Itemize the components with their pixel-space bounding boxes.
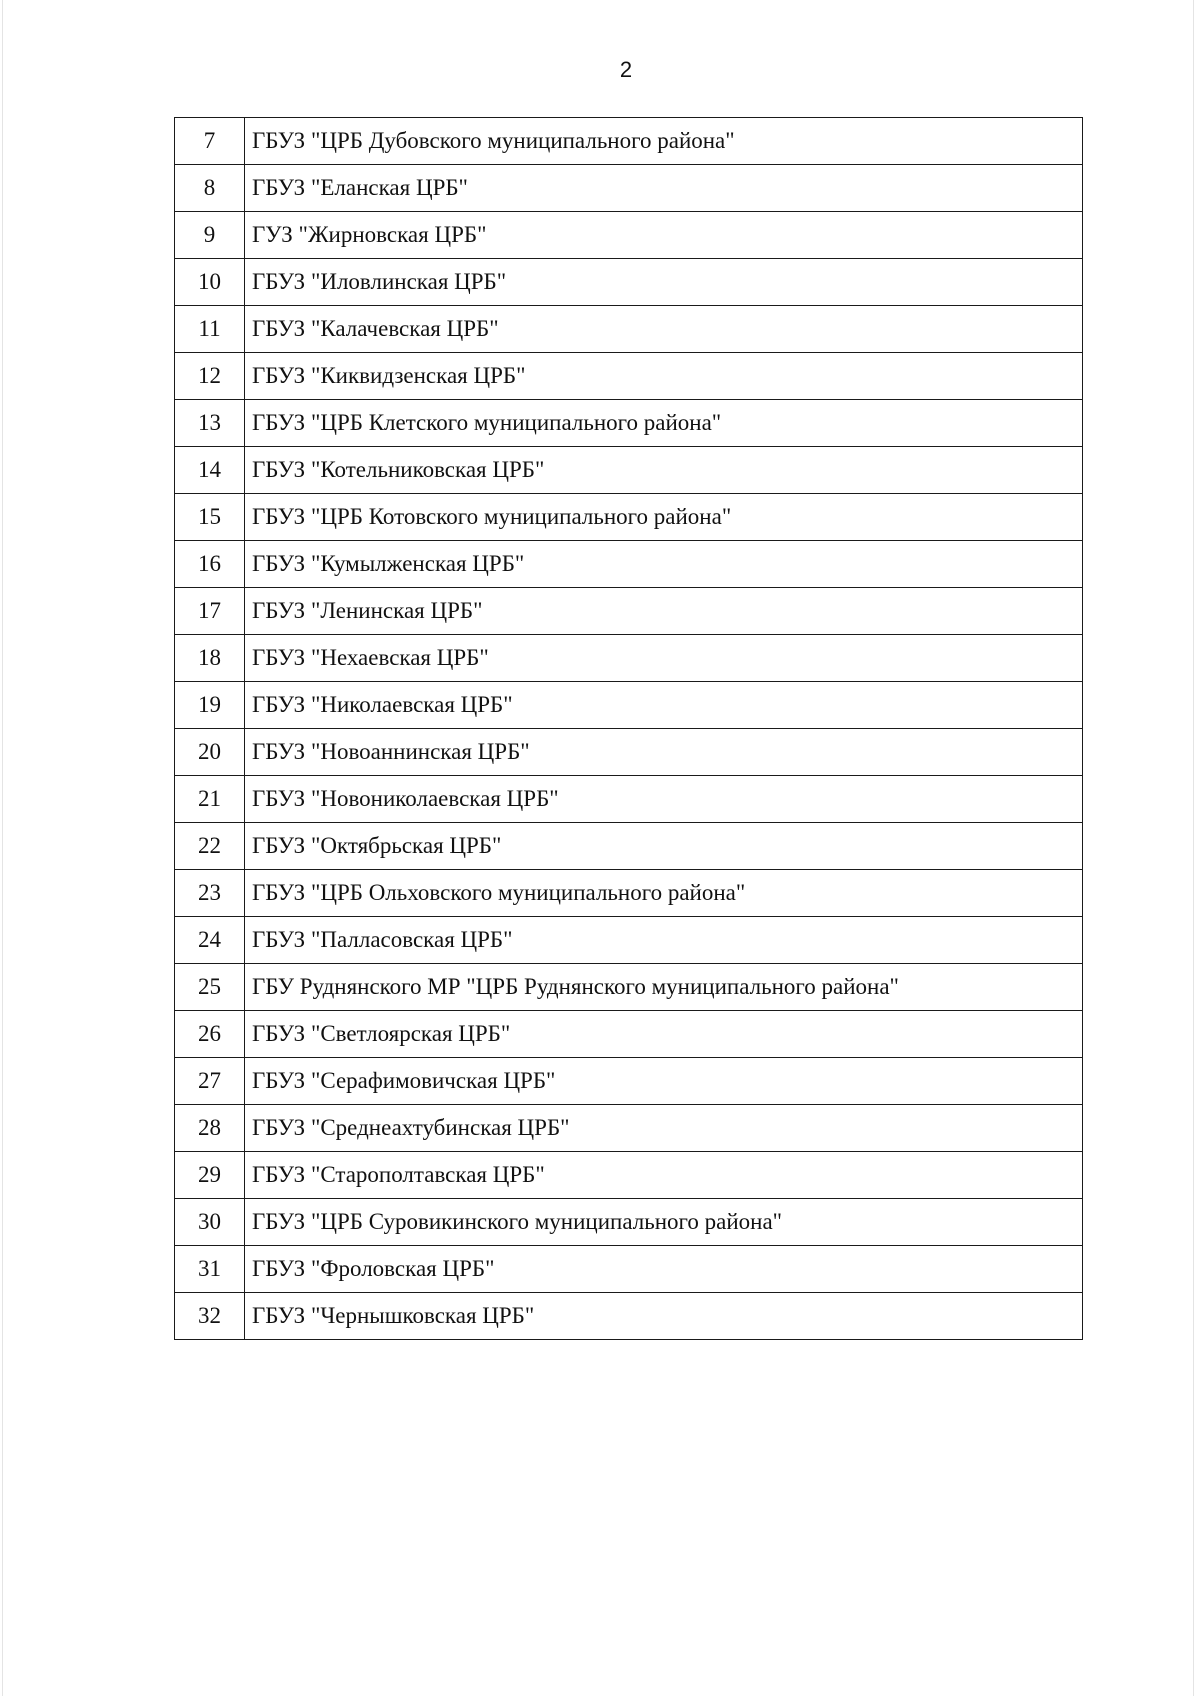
row-number: 24 xyxy=(175,917,245,964)
institution-name: ГУЗ "Жирновская ЦРБ" xyxy=(245,212,1083,259)
row-number: 18 xyxy=(175,635,245,682)
table-row xyxy=(175,1105,1083,1152)
institution-name: ГБУЗ "Чернышковская ЦРБ" xyxy=(245,1293,1083,1340)
institutions-table xyxy=(174,117,1083,1340)
scan-edge-left xyxy=(2,0,3,1696)
institution-name: ГБУЗ "ЦРБ Котовского муниципального района" xyxy=(245,494,1083,541)
institution-name: ГБУ Руднянского МР "ЦРБ Руднянского муниципального района" xyxy=(245,964,1083,1011)
institution-name: ГБУЗ "Старополтавская ЦРБ" xyxy=(245,1152,1083,1199)
table-row xyxy=(175,118,1083,165)
table-row xyxy=(175,259,1083,306)
table-row xyxy=(175,729,1083,776)
table-row xyxy=(175,165,1083,212)
table-row xyxy=(175,1011,1083,1058)
table-row xyxy=(175,964,1083,1011)
institution-name: ГБУЗ "ЦРБ Суровикинского муниципального района" xyxy=(245,1199,1083,1246)
row-number: 19 xyxy=(175,682,245,729)
institution-name: ГБУЗ "Палласовская ЦРБ" xyxy=(245,917,1083,964)
institution-name: ГБУЗ "Калачевская ЦРБ" xyxy=(245,306,1083,353)
table-row xyxy=(175,353,1083,400)
row-number: 20 xyxy=(175,729,245,776)
row-number: 27 xyxy=(175,1058,245,1105)
row-number: 14 xyxy=(175,447,245,494)
table-row xyxy=(175,306,1083,353)
table-row xyxy=(175,588,1083,635)
row-number: 11 xyxy=(175,306,245,353)
institution-name: ГБУЗ "Серафимовичская ЦРБ" xyxy=(245,1058,1083,1105)
table-row xyxy=(175,917,1083,964)
institution-name: ГБУЗ "Октябрьская ЦРБ" xyxy=(245,823,1083,870)
row-number: 23 xyxy=(175,870,245,917)
table-row xyxy=(175,1246,1083,1293)
institution-name: ГБУЗ "Ленинская ЦРБ" xyxy=(245,588,1083,635)
institution-name: ГБУЗ "Кумылженская ЦРБ" xyxy=(245,541,1083,588)
institution-name: ГБУЗ "Фроловская ЦРБ" xyxy=(245,1246,1083,1293)
table-row xyxy=(175,494,1083,541)
table-row xyxy=(175,1293,1083,1340)
institution-name: ГБУЗ "ЦРБ Клетского муниципального района" xyxy=(245,400,1083,447)
institution-name: ГБУЗ "Среднеахтубинская ЦРБ" xyxy=(245,1105,1083,1152)
row-number: 22 xyxy=(175,823,245,870)
table-row xyxy=(175,823,1083,870)
table-row xyxy=(175,1152,1083,1199)
row-number: 13 xyxy=(175,400,245,447)
table-row xyxy=(175,447,1083,494)
institution-name: ГБУЗ "Новониколаевская ЦРБ" xyxy=(245,776,1083,823)
row-number: 9 xyxy=(175,212,245,259)
institution-name: ГБУЗ "Николаевская ЦРБ" xyxy=(245,682,1083,729)
row-number: 30 xyxy=(175,1199,245,1246)
table-row xyxy=(175,212,1083,259)
institution-name: ГБУЗ "Котельниковская ЦРБ" xyxy=(245,447,1083,494)
row-number: 16 xyxy=(175,541,245,588)
table-row xyxy=(175,1199,1083,1246)
institution-name: ГБУЗ "Новоаннинская ЦРБ" xyxy=(245,729,1083,776)
row-number: 7 xyxy=(175,118,245,165)
institution-name: ГБУЗ "Нехаевская ЦРБ" xyxy=(245,635,1083,682)
scan-edge-right xyxy=(1193,0,1194,1696)
page-number: 2 xyxy=(619,57,633,82)
row-number: 10 xyxy=(175,259,245,306)
row-number: 26 xyxy=(175,1011,245,1058)
table-row xyxy=(175,635,1083,682)
row-number: 32 xyxy=(175,1293,245,1340)
table-row xyxy=(175,682,1083,729)
row-number: 17 xyxy=(175,588,245,635)
row-number: 8 xyxy=(175,165,245,212)
institution-name: ГБУЗ "Киквидзенская ЦРБ" xyxy=(245,353,1083,400)
institution-name: ГБУЗ "Светлоярская ЦРБ" xyxy=(245,1011,1083,1058)
row-number: 28 xyxy=(175,1105,245,1152)
institution-name: ГБУЗ "ЦРБ Ольховского муниципального района" xyxy=(245,870,1083,917)
institution-name: ГБУЗ "Иловлинская ЦРБ" xyxy=(245,259,1083,306)
row-number: 15 xyxy=(175,494,245,541)
row-number: 25 xyxy=(175,964,245,1011)
table-row xyxy=(175,541,1083,588)
row-number: 12 xyxy=(175,353,245,400)
row-number: 21 xyxy=(175,776,245,823)
table-row xyxy=(175,1058,1083,1105)
institution-name: ГБУЗ "Еланская ЦРБ" xyxy=(245,165,1083,212)
table-row xyxy=(175,776,1083,823)
table-row xyxy=(175,870,1083,917)
institution-name: ГБУЗ "ЦРБ Дубовского муниципального района" xyxy=(245,118,1083,165)
row-number: 29 xyxy=(175,1152,245,1199)
table-row xyxy=(175,400,1083,447)
row-number: 31 xyxy=(175,1246,245,1293)
